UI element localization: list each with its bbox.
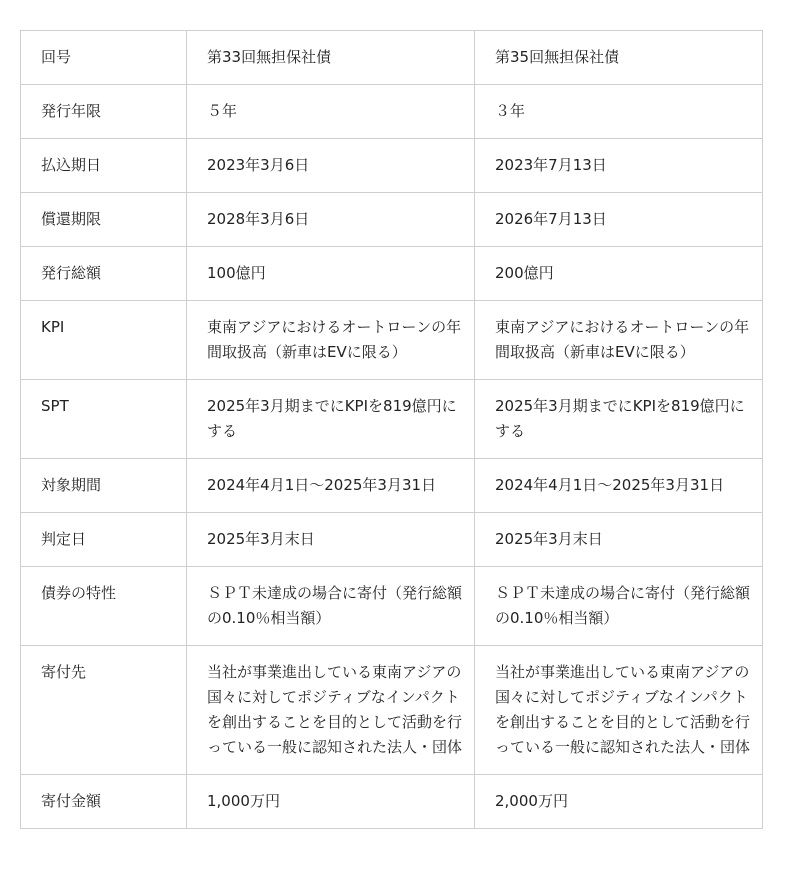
bond-comparison-table (20, 30, 763, 829)
table-row (21, 380, 763, 459)
bond-33-cell: 2023年3月6日 (187, 139, 475, 193)
row-label: 対象期間 (21, 459, 187, 513)
bond-33-cell: 2025年3月期までにKPIを819億円にする (187, 380, 475, 459)
bond-33-cell: 100億円 (187, 247, 475, 301)
table-row (21, 85, 763, 139)
bond-33-cell: 東南アジアにおけるオートローンの年間取扱高（新車はEVに限る） (187, 301, 475, 380)
table-row (21, 775, 763, 829)
row-label: 寄付先 (21, 646, 187, 775)
table-row (21, 646, 763, 775)
table-row (21, 193, 763, 247)
row-label: 発行年限 (21, 85, 187, 139)
row-label: 発行総額 (21, 247, 187, 301)
row-label: 償還期限 (21, 193, 187, 247)
row-label: KPI (21, 301, 187, 380)
bond-35-cell: 東南アジアにおけるオートローンの年間取扱高（新車はEVに限る） (475, 301, 763, 380)
table-row (21, 247, 763, 301)
bond-35-cell: 200億円 (475, 247, 763, 301)
table-row (21, 301, 763, 380)
bond-35-cell: 2025年3月期までにKPIを819億円にする (475, 380, 763, 459)
bond-33-cell: ＳＰＴ未達成の場合に寄付（発行総額の0.10％相当額） (187, 567, 475, 646)
bond-35-cell: 2026年7月13日 (475, 193, 763, 247)
bond-35-cell: 2025年3月末日 (475, 513, 763, 567)
bond-35-cell: 当社が事業進出している東南アジアの国々に対してポジティブなインパクトを創出することを目的として活動を行っている一般に認知された法人・団体 (475, 646, 763, 775)
row-label: 債券の特性 (21, 567, 187, 646)
bond-33-cell: 当社が事業進出している東南アジアの国々に対してポジティブなインパクトを創出することを目的として活動を行っている一般に認知された法人・団体 (187, 646, 475, 775)
table-row (21, 31, 763, 85)
bond-35-cell: 2,000万円 (475, 775, 763, 829)
row-label: 払込期日 (21, 139, 187, 193)
bond-35-cell: ＳＰＴ未達成の場合に寄付（発行総額の0.10％相当額） (475, 567, 763, 646)
table-row (21, 567, 763, 646)
bond-33-cell: ５年 (187, 85, 475, 139)
bond-comparison-table-container (20, 30, 762, 829)
bond-33-cell: 2028年3月6日 (187, 193, 475, 247)
row-label: 寄付金額 (21, 775, 187, 829)
bond-33-cell: 1,000万円 (187, 775, 475, 829)
row-label: SPT (21, 380, 187, 459)
row-label: 回号 (21, 31, 187, 85)
bond-35-cell: 2023年7月13日 (475, 139, 763, 193)
table-row (21, 139, 763, 193)
table-body (21, 31, 763, 829)
bond-35-cell: ３年 (475, 85, 763, 139)
bond-35-cell: 第35回無担保社債 (475, 31, 763, 85)
bond-33-cell: 第33回無担保社債 (187, 31, 475, 85)
bond-33-cell: 2025年3月末日 (187, 513, 475, 567)
row-label: 判定日 (21, 513, 187, 567)
table-row (21, 513, 763, 567)
bond-33-cell: 2024年4月1日～2025年3月31日 (187, 459, 475, 513)
table-row (21, 459, 763, 513)
bond-35-cell: 2024年4月1日～2025年3月31日 (475, 459, 763, 513)
